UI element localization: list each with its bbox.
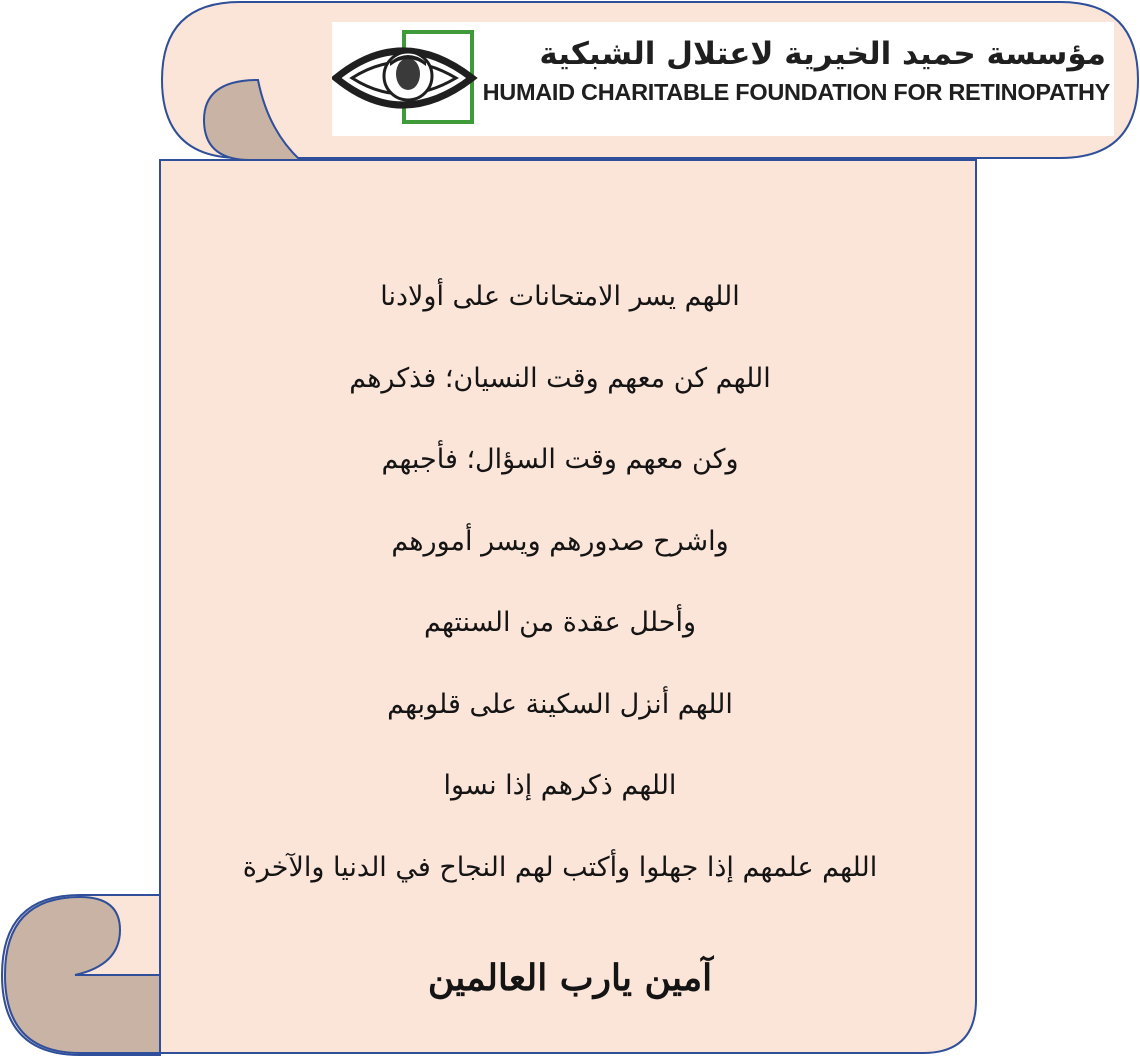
logo-english-name: HUMAID CHARITABLE FOUNDATION FOR RETINOPATHY xyxy=(482,79,1110,105)
closing-amen: آمين يارب العالمين xyxy=(427,957,713,999)
prayer-lines xyxy=(230,272,890,924)
foundation-logo xyxy=(332,22,1114,136)
prayer-line: اللهم ذكرهم إذا نسوا xyxy=(443,770,677,801)
prayer-line: وأحلل عقدة من السنتهم xyxy=(424,607,696,638)
prayer-line: اللهم علمهم إذا جهلوا وأكتب لهم النجاح في الدنيا والآخرة xyxy=(242,851,878,883)
prayer-line: اللهم كن معهم وقت النسيان؛ فذكرهم xyxy=(349,362,771,394)
prayer-line: اللهم أنزل السكينة على قلوبهم xyxy=(387,688,733,720)
eye-icon xyxy=(332,32,482,122)
prayer-line: اللهم يسر الامتحانات على أولادنا xyxy=(380,281,740,312)
prayer-line: واشرح صدورهم ويسر أمورهم xyxy=(391,525,729,557)
logo-arabic-name: مؤسسة حميد الخيرية لاعتلال الشبكية xyxy=(539,36,1106,72)
prayer-line: وكن معهم وقت السؤال؛ فأجبهم xyxy=(381,444,739,475)
